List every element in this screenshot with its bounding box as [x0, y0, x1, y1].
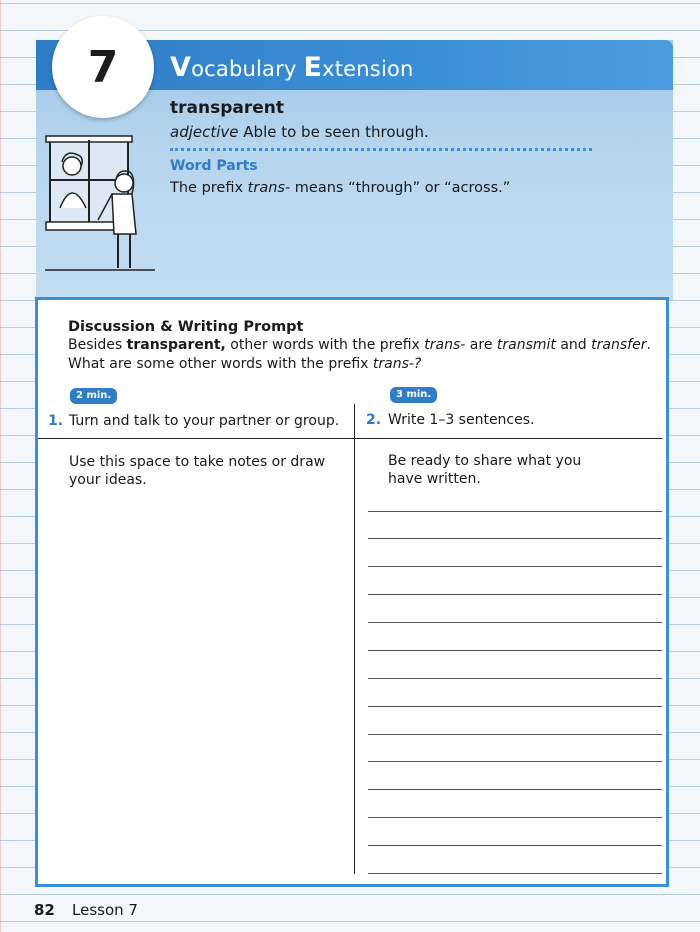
prompt-part-6: transmit: [496, 337, 556, 353]
word-parts-text-start: The prefix: [170, 180, 248, 196]
writing-line[interactable]: [368, 622, 662, 623]
writing-line[interactable]: [368, 566, 662, 567]
lesson-number-badge: [52, 16, 154, 118]
writing-line[interactable]: [368, 761, 662, 762]
page-number: 82: [34, 901, 55, 919]
prompt-part-7: and: [555, 337, 592, 353]
title-word-extension: xtension: [322, 57, 414, 81]
step1-note-line1: Use this space to take notes or draw: [69, 454, 326, 470]
writing-line[interactable]: [368, 817, 662, 818]
title-initial-e: E: [303, 52, 323, 83]
writing-line[interactable]: [368, 706, 662, 707]
writing-line[interactable]: [368, 789, 662, 790]
prompt-part-8: transfer: [591, 337, 647, 353]
writing-line[interactable]: [368, 873, 662, 874]
lesson-number: 7: [87, 41, 119, 93]
dotted-divider: [170, 148, 592, 151]
prompt-heading: Discussion & Writing Prompt: [68, 319, 304, 335]
column-divider: [354, 404, 355, 874]
writing-line[interactable]: [368, 845, 662, 846]
step2-time-badge: 3 min.: [390, 387, 437, 403]
writing-line[interactable]: [368, 678, 662, 679]
step2-number: 2.: [366, 412, 382, 428]
step1-number: 1.: [48, 413, 64, 429]
word-parts-heading: Word Parts: [170, 158, 258, 174]
title-initial-v: V: [170, 52, 192, 83]
prompt-part-5: are: [465, 337, 497, 353]
title-word-vocabulary: ocabulary: [191, 57, 304, 81]
prompt-box: [35, 297, 669, 887]
word-parts-text-end: means “through” or “across.”: [290, 180, 511, 196]
writing-line[interactable]: [368, 734, 662, 735]
writing-line[interactable]: [368, 650, 662, 651]
step1-note: [69, 453, 325, 489]
step2-note-line2: have written.: [388, 471, 481, 487]
prompt-part-4: trans-: [424, 337, 466, 353]
writing-line[interactable]: [368, 511, 662, 512]
step1-note-line2: your ideas.: [69, 472, 147, 488]
vocab-definition: [170, 123, 429, 141]
prompt-part-2: transparent,: [126, 337, 226, 353]
writing-line[interactable]: [368, 538, 662, 539]
definition-text: Able to be seen through.: [238, 123, 429, 141]
part-of-speech: adjective: [170, 123, 239, 141]
vocab-word: transparent: [170, 98, 284, 118]
prompt-part-1: Besides: [68, 337, 127, 353]
prompt-part-9: .: [646, 337, 651, 353]
step2-text: Write 1–3 sentences.: [388, 412, 535, 428]
section-title: [170, 52, 414, 83]
footer-lesson-label: Lesson 7: [72, 901, 138, 919]
word-parts-text: [170, 180, 510, 196]
window-girls-illustration: [40, 128, 160, 288]
writing-line[interactable]: [368, 594, 662, 595]
step1-time-badge: 2 min.: [70, 388, 117, 404]
prompt-body: [68, 336, 668, 374]
prompt-part-3: other words with the prefix: [225, 337, 425, 353]
steps-divider: [38, 438, 662, 439]
step1-text: Turn and talk to your partner or group.: [69, 413, 340, 429]
step2-note-line1: Be ready to share what you: [388, 453, 582, 469]
prompt-part-10: What are some other words with the prefix: [68, 356, 373, 372]
prompt-part-11: trans-?: [372, 356, 422, 372]
step2-note: [388, 452, 581, 488]
word-parts-prefix: trans-: [247, 180, 291, 196]
